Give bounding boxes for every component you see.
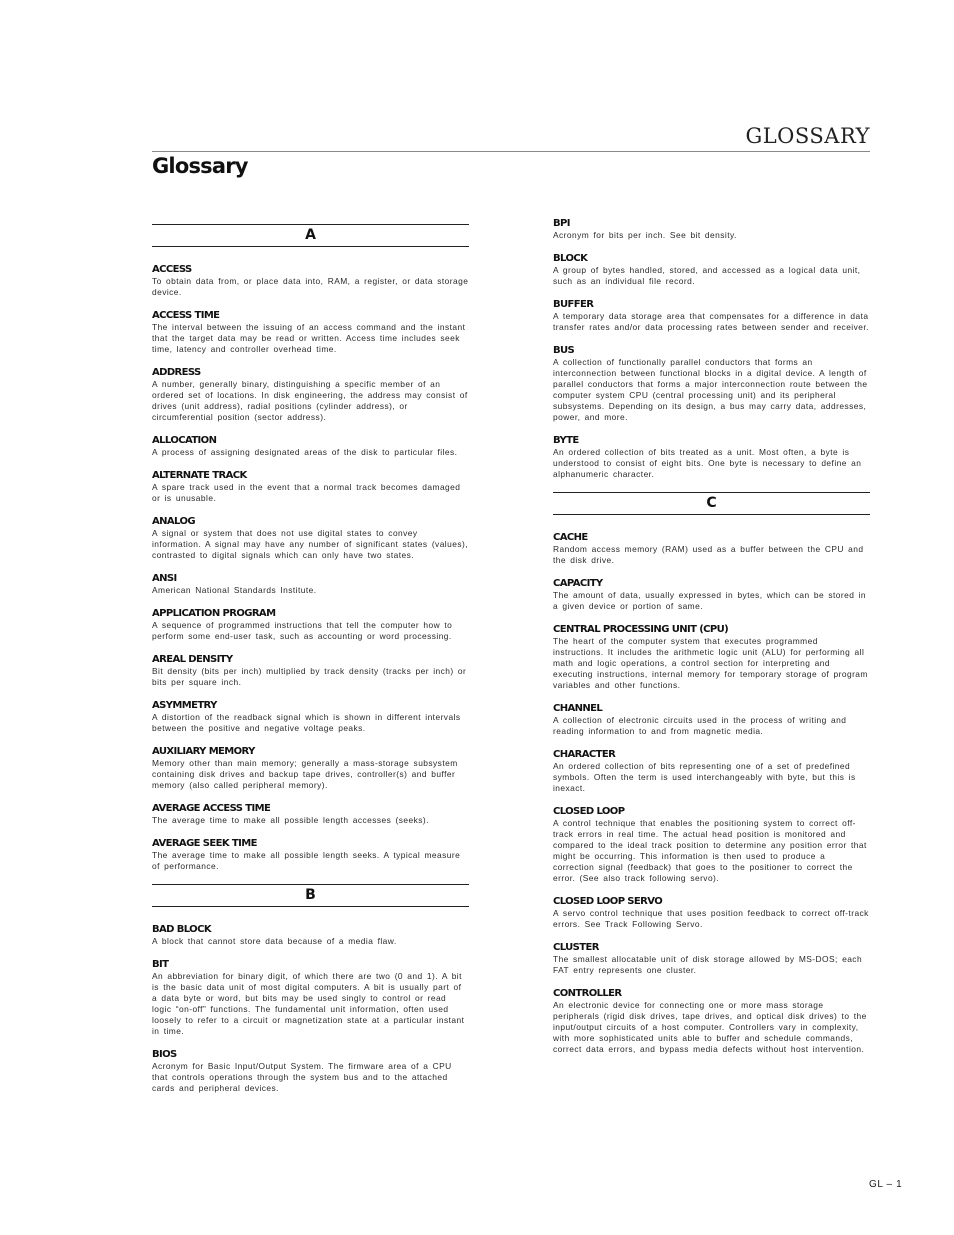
glossary-entry [553,624,870,691]
glossary-definition: A collection of functionally parallel conductors that forms an interconnection between functional blocks in a digital device. A length of parallel conductors that forms a major interconnection route between the computer system CPU (central processing unit) and its peripheral subsystems. Depending on its design, a bus may carry data, addresses, power, and more. [553,357,868,422]
glossary-entry [553,806,870,884]
glossary-term: ALTERNATE TRACK [152,470,247,481]
glossary-entry [152,470,469,504]
glossary-term: CHANNEL [553,703,603,714]
glossary-term: CHARACTER [553,749,616,760]
glossary-term: ADDRESS [152,367,201,378]
glossary-term: AREAL DENSITY [152,654,233,665]
glossary-term: AUXILIARY MEMORY [152,746,255,757]
glossary-entry [152,310,469,355]
glossary-entry [152,700,469,734]
glossary-definition: Acronym for bits per inch. See bit density. [553,230,737,240]
page-number: GL – 1 [869,1179,903,1190]
glossary-definition: A servo control technique that uses position feedback to correct off-track errors. See Track Following Servo. [553,908,869,929]
running-title: GLOSSARY [745,124,870,148]
glossary-term: ANSI [152,573,177,584]
glossary-entry [553,218,870,241]
section-letter-c: C [553,492,870,515]
glossary-definition: A control technique that enables the positioning system to correct off-track errors in real time. The actual head position is monitored and compared to the ideal track position to determine any position error that might be occurring. This information is then used to produce a correction signal (feedback) that goes to the positioner to correct the error. (See also track following servo). [553,818,867,883]
section-letter-a: A [152,224,469,247]
page-title: Glossary [152,154,248,178]
glossary-definition: American National Standards Institute. [152,585,317,595]
running-header [152,122,870,152]
glossary-entry [152,264,469,298]
glossary-term: BAD BLOCK [152,924,211,935]
glossary-entry [152,367,469,423]
glossary-definition: The amount of data, usually expressed in bytes, which can be stored in a given device or portion of same. [553,590,866,611]
glossary-term: ACCESS TIME [152,310,220,321]
glossary-entry [152,654,469,688]
glossary-definition: An ordered collection of bits representing one of a set of predefined symbols. Often the term is used interchangeably with byte, but this is inexact. [553,761,856,793]
glossary-entry [553,703,870,737]
glossary-term: CLOSED LOOP [553,806,625,817]
glossary-definition: To obtain data from, or place data into, RAM, a register, or data storage device. [152,276,469,297]
glossary-entry [553,988,870,1055]
glossary-definition: A group of bytes handled, stored, and accessed as a logical data unit, such as an individual file record. [553,265,861,286]
glossary-definition: An electronic device for connecting one or more mass storage peripherals (rigid disk drives, tape drives, and optical disk drives) to the input/output circuits of a host computer. Controllers vary in complexity, with more sophisticated units able to buffer and schedule commands, correct data errors, and bypass media defects without host intervention. [553,1000,867,1054]
glossary-entry [152,608,469,642]
glossary-entry [152,959,469,1037]
glossary-term: ANALOG [152,516,195,527]
glossary-term: BUS [553,345,575,356]
glossary-entry [553,578,870,612]
glossary-term: ACCESS [152,264,192,275]
glossary-term: BIT [152,959,169,970]
glossary-term: BPI [553,218,570,229]
glossary-entry [152,435,469,458]
glossary-definition: A distortion of the readback signal which is shown in different intervals between the positive and negative voltage peaks. [152,712,461,733]
glossary-definition: A sequence of programmed instructions that tell the computer how to perform some end-user task, such as accounting or word processing. [152,620,453,641]
glossary-entry [553,896,870,930]
glossary-term: AVERAGE SEEK TIME [152,838,257,849]
glossary-entry [553,942,870,976]
glossary-definition: Acronym for Basic Input/Output System. The firmware area of a CPU that controls operations through the system bus and to the attached cards and peripheral devices. [152,1061,452,1093]
glossary-term: BYTE [553,435,579,446]
glossary-term: ALLOCATION [152,435,217,446]
left-column [152,218,469,1106]
glossary-term: CAPACITY [553,578,603,589]
glossary-entry [152,573,469,596]
glossary-entry [553,435,870,480]
glossary-definition: A signal or system that does not use digital states to convey information. A signal may have any number of significant states (values), contrasted to digital signals which can only have two states. [152,528,468,560]
glossary-definition: Random access memory (RAM) used as a buffer between the CPU and the disk drive. [553,544,864,565]
glossary-entry [152,838,469,872]
glossary-definition: Memory other than main memory; generally a mass-storage subsystem containing disk drives and backup tape drives, controller(s) and buffer memory (also called peripheral memory). [152,758,458,790]
glossary-term: CLUSTER [553,942,599,953]
glossary-term: BLOCK [553,253,588,264]
glossary-entry [152,1049,469,1094]
glossary-term: CACHE [553,532,588,543]
section-letter-b: B [152,884,469,907]
glossary-definition: A process of assigning designated areas of the disk to particular files. [152,447,458,457]
glossary-definition: The average time to make all possible length accesses (seeks). [152,815,429,825]
glossary-entry [553,299,870,333]
glossary-definition: A block that cannot store data because of a media flaw. [152,936,397,946]
glossary-entry [152,516,469,561]
glossary-definition: Bit density (bits per inch) multiplied by track density (tracks per inch) or bits per square inch. [152,666,467,687]
glossary-term: ASYMMETRY [152,700,217,711]
glossary-entry [553,532,870,566]
glossary-term: AVERAGE ACCESS TIME [152,803,271,814]
glossary-definition: The smallest allocatable unit of disk storage allowed by MS-DOS; each FAT entry represents one cluster. [553,954,863,975]
glossary-entry [553,253,870,287]
glossary-term: APPLICATION PROGRAM [152,608,276,619]
glossary-term: CONTROLLER [553,988,622,999]
glossary-definition: The heart of the computer system that executes programmed instructions. It includes the arithmetic logic unit (ALU) for performing all math and logic operations, a control section for interpreting and executing instructions, internal memory for temporary storage of program variables and other functions. [553,636,868,690]
glossary-entry [152,746,469,791]
glossary-entry [152,803,469,826]
glossary-definition: The average time to make all possible length seeks. A typical measure of performance. [152,850,461,871]
right-column [553,218,870,1067]
glossary-entry [553,749,870,794]
glossary-term: BUFFER [553,299,594,310]
glossary-definition: A number, generally binary, distinguishing a specific member of an ordered set of locations. In disk engineering, the address may consist of drives (unit address), radial positions (cylinder address), or circumferential position (sector address). [152,379,468,422]
glossary-entry [152,924,469,947]
glossary-term: CENTRAL PROCESSING UNIT (CPU) [553,624,729,635]
glossary-definition: A spare track used in the event that a normal track becomes damaged or is unusable. [152,482,461,503]
glossary-definition: The interval between the issuing of an access command and the instant that the target data may be read or written. Access time includes seek time, latency and controller overhead time. [152,322,466,354]
glossary-definition: An ordered collection of bits treated as a unit. Most often, a byte is understood to consist of eight bits. One byte is necessary to define an alphanumeric character. [553,447,862,479]
glossary-definition: A temporary data storage area that compensates for a difference in data transfer rates and/or data processing rates between sender and receiver. [553,311,869,332]
glossary-term: CLOSED LOOP SERVO [553,896,663,907]
glossary-entry [553,345,870,423]
glossary-definition: A collection of electronic circuits used in the process of writing and reading information to and from magnetic media. [553,715,847,736]
glossary-definition: An abbreviation for binary digit, of which there are two (0 and 1). A bit is the basic data unit of most digital computers. A bit is usually part of a data byte or word, but bits may be used singly to control or read logic “on-off” functions. The fundamental unit information, often used loosely to refer to a circuit or magnetization state at a particular instant in time. [152,971,465,1036]
glossary-term: BIOS [152,1049,177,1060]
